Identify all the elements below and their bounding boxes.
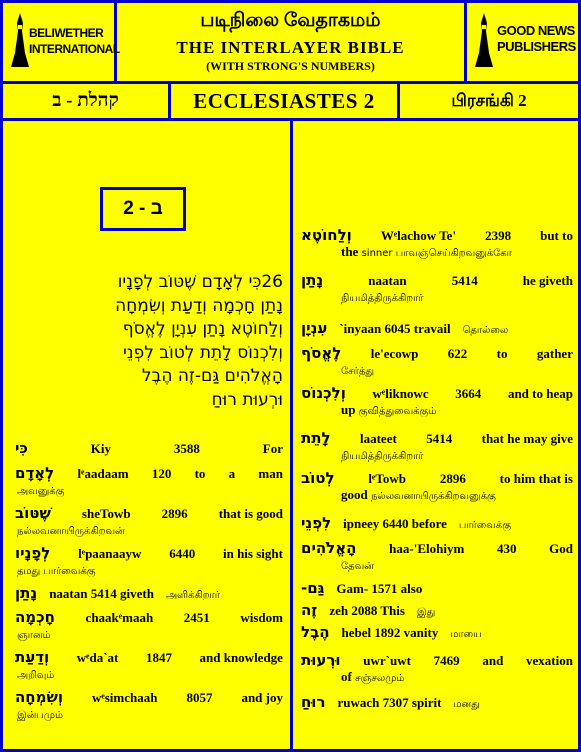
word-entry — [15, 465, 283, 500]
tamil-gloss — [15, 562, 283, 580]
gloss-continuation: up — [341, 402, 359, 417]
hebrew-word: וְלִכְנוֹס — [301, 384, 346, 402]
tamil-gloss — [15, 666, 283, 684]
english-book-name: ECCLESIASTES 2 — [171, 84, 400, 118]
tamil-word: நியமித்திருக்கிறார் — [341, 451, 424, 462]
tamil-word: ஞானம் — [17, 630, 51, 641]
tower-icon — [473, 13, 495, 69]
hebrew-word: הֶבֶל — [301, 623, 330, 641]
title-block — [117, 3, 464, 81]
word-entry-line — [15, 649, 283, 666]
tamil-gloss — [301, 487, 573, 505]
word-entry — [301, 515, 573, 534]
tamil-word: குவித்துவைக்கும் — [358, 406, 437, 417]
verse-line: 26כִּי לְאָדָם שֶׁטּוֹב לְפָנָיו — [117, 272, 283, 292]
gloss-part: 8057 — [186, 690, 213, 705]
tamil-word: அறிவும் — [17, 670, 55, 681]
hebrew-word: לֶאֱסֹף — [301, 344, 342, 362]
hebrew-verse — [13, 271, 283, 412]
hebrew-word: רוּחַ — [301, 693, 326, 711]
hebrew-word: לְטוֹב — [301, 469, 335, 487]
gloss-part: sheTowb — [81, 506, 131, 521]
word-entry-line — [15, 609, 283, 626]
gloss-part: and knowledge — [199, 650, 283, 665]
gloss-part: For — [262, 441, 283, 456]
gloss-part: that is good — [218, 506, 283, 521]
hebrew-word: וְשִׂמְחָה — [15, 688, 63, 706]
word-entry-line — [301, 540, 573, 557]
gloss-part: 430 — [496, 541, 517, 556]
gloss-part: and joy — [241, 690, 283, 705]
word-entry — [301, 652, 573, 687]
gloss-part: to him that is — [499, 471, 573, 486]
word-entry-line — [15, 440, 283, 457]
gloss-part: le'ecowp — [370, 346, 419, 361]
word-entry — [15, 649, 283, 684]
good-news-logo — [464, 3, 578, 81]
gloss-part: Kiy — [90, 441, 112, 456]
gloss-part: vexation — [526, 653, 573, 668]
tamil-word: சஞ்சலமும் — [355, 673, 405, 684]
hebrew-word: שֶׁטּוֹב — [15, 504, 51, 522]
word-entry — [301, 320, 573, 339]
hebrew-word: וְדַעַת — [15, 648, 50, 666]
gloss-part: ruwach 7307 spirit — [337, 695, 442, 710]
gloss-part: and to heap — [507, 386, 573, 401]
tamil-word: தேவன் — [341, 561, 374, 572]
tamil-gloss — [15, 706, 283, 724]
gloss-part: Wᵉlachow Te' — [380, 228, 457, 243]
gloss-part: and — [482, 653, 504, 668]
verse-line: נָתַן חָכְמָה וְדַעַת וְשִׂמְחָה — [115, 295, 283, 316]
word-entry — [15, 585, 283, 604]
word-entry-line — [15, 465, 283, 482]
title-tamil: படிநிலை வேதாகமம் — [200, 10, 381, 31]
word-entry-line — [15, 585, 283, 604]
logo-right-line1: GOOD NEWS — [497, 23, 575, 38]
gloss-part: 2398 — [485, 228, 512, 243]
gloss-part: a — [228, 466, 236, 481]
gloss-part: naatan — [368, 273, 407, 288]
column-divider — [290, 121, 293, 749]
gloss-part: laateet — [359, 431, 397, 446]
hebrew-word: כִּי — [15, 439, 28, 457]
word-entry-line — [301, 602, 573, 621]
gloss-continuation: of — [341, 669, 356, 684]
tamil-book-name: பிரசங்கி 2 — [451, 91, 527, 110]
word-entry — [301, 470, 573, 505]
tamil-gloss: அளிக்கிறார் — [165, 590, 220, 601]
tamil-gloss — [301, 447, 573, 465]
tamil-gloss: மனது — [453, 699, 480, 710]
word-entry-line — [15, 505, 283, 522]
tamil-gloss — [301, 669, 573, 687]
verse-line: וְלַחוֹטֶא נָתַן עִנְיָן לֶאֱסֹף — [122, 319, 283, 339]
word-entry — [15, 440, 283, 457]
word-entry-line — [301, 385, 573, 402]
bellwether-logo — [3, 3, 120, 81]
word-entry-line — [15, 545, 283, 562]
tamil-gloss — [301, 289, 573, 307]
gloss-part: 2896 — [161, 506, 188, 521]
word-entry — [301, 430, 573, 465]
word-entry — [301, 227, 573, 262]
gloss-part: wᵉda`at — [76, 650, 119, 665]
tamil-gloss — [301, 362, 573, 380]
gloss-part: 6440 — [169, 546, 196, 561]
word-entry-line — [301, 580, 573, 597]
word-entry-line — [301, 652, 573, 669]
gloss-part: haa-'Elohiym — [389, 541, 465, 556]
word-entry-line — [301, 430, 573, 447]
gloss-part: 120 — [151, 466, 172, 481]
logo-left-line2: INTERNATIONAL — [29, 42, 120, 56]
gloss-part: uwr`uwt — [363, 653, 411, 668]
title-subtitle: (WITH STRONG'S NUMBERS) — [206, 59, 375, 73]
word-entry — [15, 609, 283, 644]
hebrew-word: לְאָדָם — [15, 464, 55, 482]
gloss-part: zeh 2088 This — [329, 603, 405, 618]
tamil-gloss: இது — [416, 607, 436, 618]
word-entry — [301, 602, 573, 621]
word-entry-line — [301, 345, 573, 362]
gloss-part: 7469 — [433, 653, 460, 668]
word-entry — [15, 545, 283, 580]
word-entry — [301, 624, 573, 643]
word-entry-line — [301, 515, 573, 534]
word-entry — [301, 385, 573, 420]
word-entry — [301, 272, 573, 307]
tamil-word: அவனுக்கு — [17, 486, 65, 497]
logo-left-line1: BELIWETHER — [29, 26, 104, 40]
hebrew-word: וְלַחוֹטֶא — [301, 226, 352, 244]
word-entry — [301, 694, 573, 713]
word-entry-line — [301, 694, 573, 713]
gloss-part: in his sight — [222, 546, 283, 561]
tamil-gloss — [301, 557, 573, 575]
gloss-part: ipneey 6440 before — [343, 516, 447, 531]
gloss-part: 622 — [447, 346, 468, 361]
hebrew-word: עִנְיָן — [301, 319, 328, 337]
word-entry — [301, 540, 573, 575]
gloss-part: chaakᵉmaah — [85, 610, 154, 625]
gloss-part: man — [258, 466, 283, 481]
gloss-part: 3588 — [173, 441, 200, 456]
word-entry-line — [301, 272, 573, 289]
chapter-box: 2 - ב — [100, 187, 186, 231]
gloss-continuation: the — [341, 244, 362, 259]
hebrew-word: הָאֱלֹהִים — [301, 539, 357, 557]
gloss-part: to — [194, 466, 206, 481]
gloss-part: that he may give — [481, 431, 573, 446]
word-entry-line — [301, 624, 573, 643]
hebrew-word: גַּם- — [301, 579, 325, 597]
hebrew-word: נָתַן — [301, 271, 324, 289]
tamil-gloss — [15, 626, 283, 644]
tamil-gloss: பார்வைக்கு — [458, 520, 512, 531]
word-entry — [301, 580, 573, 597]
word-entry-line — [301, 470, 573, 487]
gloss-part: wᵉliknowc — [372, 386, 429, 401]
hebrew-word: לָתֵת — [301, 429, 331, 447]
header — [3, 3, 578, 84]
title-english: THE INTERLAYER BIBLE — [176, 38, 405, 57]
gloss-part: Gam- 1571 also — [336, 581, 423, 596]
verse-line: הָאֱלֹהִים גַּם-זֶה הֶבֶל — [141, 366, 283, 386]
tower-icon — [9, 13, 31, 69]
hebrew-word: וּרְעוּת — [301, 651, 341, 669]
verse-line: וּרְעוּת רוּחַ — [211, 389, 283, 410]
tamil-gloss — [15, 522, 283, 540]
gloss-part: 3664 — [455, 386, 482, 401]
word-entry — [15, 689, 283, 724]
hebrew-word: נָתַן — [15, 584, 38, 602]
tamil-word: சேர்த்து — [341, 366, 375, 377]
gloss-part: gather — [536, 346, 573, 361]
gloss-part: lᵉaadaam — [77, 466, 129, 481]
hebrew-word: חָכְמָה — [15, 608, 55, 626]
gloss-part: but to — [540, 228, 573, 243]
tamil-word: நல்லவனாயிருக்கிறவன் — [17, 526, 125, 537]
gloss-part: he giveth — [522, 273, 573, 288]
verse-line: וְלִכְנוֹס לָתֵת לְטוֹב לִפְנֵי — [122, 342, 283, 363]
gloss-part: wᵉsimchaah — [91, 690, 158, 705]
hebrew-word: לִפְנֵי — [301, 514, 332, 532]
word-entry — [15, 505, 283, 540]
tamil-gloss — [15, 482, 283, 500]
tamil-word: இன்பமும் — [17, 710, 64, 721]
gloss-part: naatan 5414 giveth — [49, 586, 154, 601]
gloss-part: lᵉTowb — [368, 471, 406, 486]
word-entry — [301, 345, 573, 380]
hebrew-word: זֶה — [301, 601, 318, 619]
tamil-word: sinner பாவஞ்செய்கிறவனுக்கோ — [361, 248, 512, 259]
word-entry-line — [15, 689, 283, 706]
tamil-word: நியமித்திருக்கிறார் — [341, 293, 424, 304]
hebrew-word: לְפָנָיו — [15, 544, 51, 562]
hebrew-book-name: קהלת - ב — [3, 84, 171, 118]
gloss-part: 5414 — [426, 431, 453, 446]
gloss-part: wisdom — [240, 610, 283, 625]
gloss-part: to — [496, 346, 508, 361]
word-entry-line — [301, 320, 573, 339]
tamil-word: நல்லவனாயிருக்கிறவனுக்கு — [370, 491, 496, 502]
tamil-gloss — [301, 244, 573, 262]
book-bar — [3, 84, 578, 121]
gloss-part: hebel 1892 vanity — [341, 625, 439, 640]
logo-right-line2: PUBLISHERS — [497, 39, 576, 54]
word-entry-line — [301, 227, 573, 244]
tamil-gloss — [301, 402, 573, 420]
gloss-part: lᵉpaanaayw — [78, 546, 142, 561]
tamil-word: தமது பார்வைக்கு — [17, 566, 96, 577]
gloss-part: `inyaan 6045 travail — [339, 321, 451, 336]
tamil-gloss: தொல்லை — [462, 325, 509, 336]
gloss-part: 2896 — [439, 471, 466, 486]
gloss-part: 2451 — [183, 610, 210, 625]
gloss-part: 1847 — [145, 650, 172, 665]
gloss-part: 5414 — [451, 273, 478, 288]
tamil-gloss: மாயை — [450, 629, 482, 640]
gloss-continuation: good — [341, 487, 371, 502]
gloss-part: God — [549, 541, 573, 556]
